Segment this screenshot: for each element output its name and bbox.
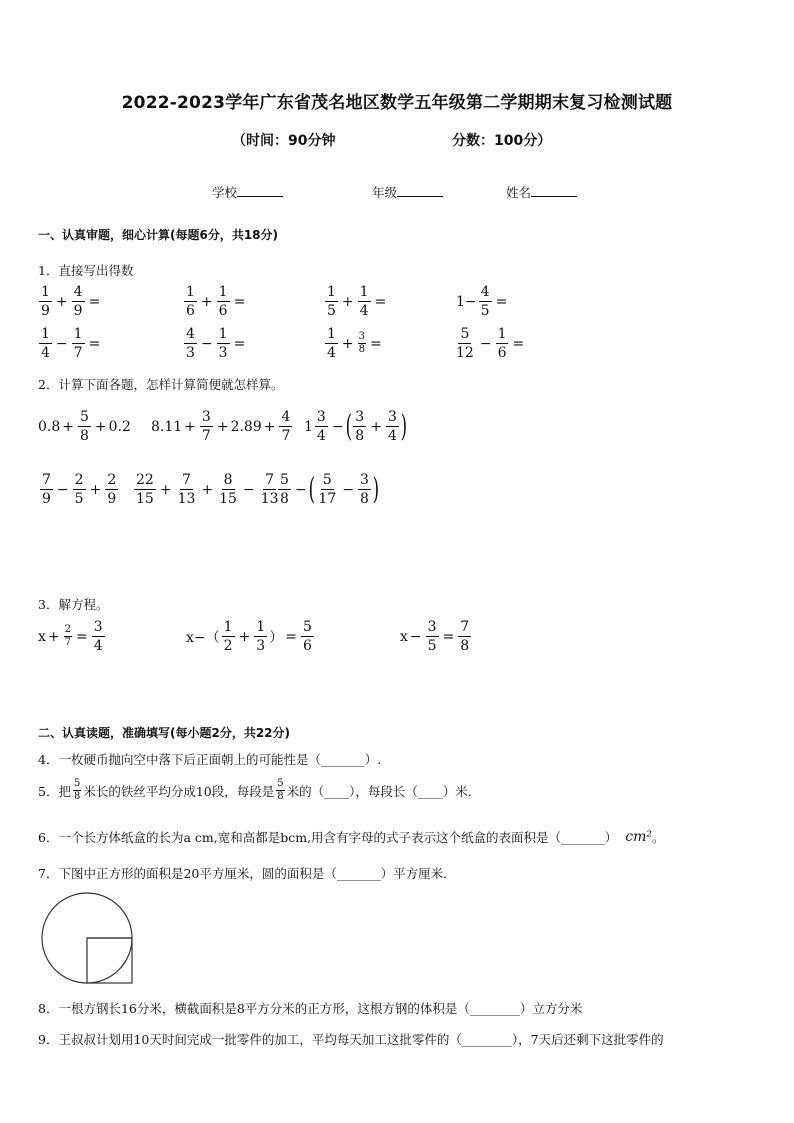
numerator: 1 xyxy=(186,284,195,300)
numerator: 4 xyxy=(480,284,490,300)
name-label: 姓名 xyxy=(506,185,532,200)
numerator: 3 xyxy=(201,409,211,425)
denominator: 4 xyxy=(359,303,369,319)
numerator: 1 xyxy=(327,284,336,300)
denominator: 17 xyxy=(318,491,337,507)
operator: + xyxy=(341,335,354,352)
q3-equation-3 xyxy=(400,620,473,653)
question-2: 2．计算下面各题，怎样计算简便就怎样算。 xyxy=(38,377,284,392)
q1-expr-6 xyxy=(182,327,247,360)
school-label: 学校 xyxy=(212,185,238,200)
numerator: 4 xyxy=(186,326,195,342)
fraction xyxy=(454,327,476,360)
unit-cm2: cm² xyxy=(625,829,653,845)
denominator: 8 xyxy=(277,791,284,802)
question-6: 6．一个长方体纸盒的长为a cm,宽和高都是bcm,用含有字母的式子表示这个纸盒的表面积是（_______） cm² 。 xyxy=(38,829,665,845)
question-3: 3．解方程。 xyxy=(38,597,109,612)
q1-expr-2 xyxy=(182,285,247,318)
operator: + xyxy=(370,418,382,435)
numerator: 1 xyxy=(41,284,50,300)
operator: + xyxy=(201,481,214,498)
operator: + xyxy=(341,293,354,310)
question-9: 9．王叔叔计划用10天时间完成一批零件的加工，平均每天加工这批零件的（________），7天后还剩下这批零件的 xyxy=(38,1032,664,1047)
denominator: 4 xyxy=(316,428,326,444)
math-term: x xyxy=(400,628,408,645)
numerator: 3 xyxy=(316,409,326,425)
numerator: 2 xyxy=(74,472,84,488)
operator: + xyxy=(47,628,60,645)
operator: − xyxy=(200,335,213,352)
math-term: x xyxy=(38,628,46,645)
operator: = xyxy=(495,293,508,310)
numerator: 1 xyxy=(359,284,369,300)
numerator: 7 xyxy=(182,472,191,488)
q2-expr-6 xyxy=(276,473,379,506)
numerator: 7 xyxy=(265,472,275,488)
denominator: 3 xyxy=(218,345,228,361)
numerator: 5 xyxy=(460,326,470,342)
fraction xyxy=(315,410,328,443)
operator: − xyxy=(55,335,68,352)
denominator: 6 xyxy=(302,638,312,654)
fraction xyxy=(358,473,371,506)
math-term: 0.8 xyxy=(38,418,61,435)
q1-expr-8 xyxy=(452,327,526,360)
operator: + xyxy=(200,293,213,310)
grade-blank[interactable] xyxy=(397,183,443,197)
numerator: 3 xyxy=(358,331,366,342)
denominator: 2 xyxy=(223,638,233,654)
operator: = xyxy=(233,335,246,352)
question-8: 8．一根方钢长16分米，横截面积是8平方分米的正方形，这根方钢的体积是（________）立方分米 xyxy=(38,1001,583,1016)
denominator: 4 xyxy=(327,345,336,361)
operator: − xyxy=(479,335,492,352)
denominator: 6 xyxy=(218,303,228,319)
denominator: 13 xyxy=(177,491,196,507)
fraction xyxy=(276,779,284,802)
denominator: 5 xyxy=(74,491,84,507)
operator: = xyxy=(442,628,455,645)
numerator: 3 xyxy=(427,619,437,635)
operator: + xyxy=(55,293,68,310)
operator: − xyxy=(56,481,69,498)
fraction xyxy=(254,620,267,653)
denominator: 7 xyxy=(201,428,211,444)
fraction xyxy=(279,410,292,443)
operator: + xyxy=(238,628,251,645)
operator: − xyxy=(342,481,354,498)
denominator: 9 xyxy=(107,491,117,507)
math-term: 8.11 xyxy=(151,418,183,435)
math-term: 0.2 xyxy=(108,418,131,435)
question-1: 1．直接写出得数 xyxy=(38,263,134,278)
operator: + xyxy=(159,481,172,498)
numerator: 5 xyxy=(302,619,312,635)
denominator: 5 xyxy=(480,303,490,319)
q2-expr-5 xyxy=(132,473,283,506)
numerator: 1 xyxy=(218,326,228,342)
numerator: 3 xyxy=(93,619,103,635)
parenthesis: ( xyxy=(345,408,352,444)
question-7: 7．下图中正方形的面积是20平方厘米，圆的面积是（_______）平方厘米． xyxy=(38,866,456,881)
numerator: 5 xyxy=(277,778,284,789)
section-2-heading: 二、认真读题，准确填写(每小题2分，共22分) xyxy=(38,726,291,740)
numerator: 1 xyxy=(223,619,233,635)
parenthesis: ) xyxy=(372,471,379,507)
q2-expr-4 xyxy=(38,473,120,506)
numerator: 3 xyxy=(355,409,365,425)
numerator: 2 xyxy=(107,472,117,488)
numerator: 1 xyxy=(327,326,336,342)
operator: = xyxy=(76,628,88,645)
numerator: 5 xyxy=(322,472,332,488)
fraction xyxy=(200,410,213,443)
operator: + xyxy=(263,418,276,435)
fraction xyxy=(222,620,235,653)
denominator: 9 xyxy=(73,303,83,319)
q3-equation-1 xyxy=(38,620,107,653)
fraction xyxy=(301,620,314,653)
fraction xyxy=(217,327,230,360)
parenthesis: ) xyxy=(400,408,407,444)
math-term: 1− xyxy=(456,293,477,310)
grade-label: 年级 xyxy=(372,185,398,200)
fraction xyxy=(73,779,81,802)
name-blank[interactable] xyxy=(531,183,577,197)
denominator: 5 xyxy=(327,303,336,319)
numerator: 1 xyxy=(256,619,266,635)
question-4: 4．一枚硬币抛向空中落下后正面朝上的可能性是（_______）. xyxy=(38,752,382,767)
fraction xyxy=(72,327,85,360)
operator: − xyxy=(242,481,255,498)
denominator: 6 xyxy=(186,303,195,319)
q2-expr-2 xyxy=(151,410,294,443)
school-blank[interactable] xyxy=(237,183,283,197)
fraction xyxy=(386,410,399,443)
numerator: 1 xyxy=(218,284,228,300)
numerator: 5 xyxy=(80,409,89,425)
denominator: 6 xyxy=(497,345,507,361)
operator: = xyxy=(233,293,246,310)
fraction xyxy=(39,327,52,360)
denominator: 5 xyxy=(427,638,437,654)
operator: = xyxy=(285,628,297,645)
operator: − xyxy=(294,481,307,498)
section-1-heading: 一、认真审题，细心计算(每题6分，共18分) xyxy=(38,228,279,242)
numerator: 3 xyxy=(359,472,369,488)
denominator: 3 xyxy=(256,638,266,654)
fraction xyxy=(358,332,366,355)
fraction xyxy=(184,327,197,360)
numerator: 7 xyxy=(460,619,470,635)
operator: − xyxy=(331,418,344,435)
operator: = xyxy=(370,335,382,352)
denominator: 8 xyxy=(460,638,470,654)
question-5: 5．把 $\frac{5}{8}$ 米长的铁丝平均分成10段，每段是 $\frac{5}{8}$ 米的（____），每段长（____）米． xyxy=(38,778,481,802)
operator: + xyxy=(216,418,229,435)
math-term: 2.89 xyxy=(230,418,262,435)
fraction xyxy=(325,285,338,318)
fraction xyxy=(479,285,492,318)
fraction xyxy=(325,327,338,360)
denominator: 7 xyxy=(64,637,72,648)
denominator: 8 xyxy=(280,491,289,507)
denominator: 8 xyxy=(358,344,366,355)
denominator: 3 xyxy=(186,345,195,361)
numerator: 4 xyxy=(281,409,291,425)
denominator: 9 xyxy=(42,491,51,507)
q1-expr-4 xyxy=(456,285,509,318)
math-term: ） xyxy=(269,629,284,646)
fraction xyxy=(92,620,105,653)
denominator: 7 xyxy=(73,345,83,361)
operator: + xyxy=(184,418,196,435)
fraction xyxy=(184,285,197,318)
denominator: 12 xyxy=(456,345,474,361)
fraction xyxy=(316,473,338,506)
numerator: 1 xyxy=(73,326,83,342)
numerator: 1 xyxy=(497,326,507,342)
fraction xyxy=(176,473,198,506)
fraction xyxy=(73,473,86,506)
q2-expr-1 xyxy=(38,410,131,443)
denominator: 4 xyxy=(387,428,397,444)
numerator: 4 xyxy=(73,284,83,300)
fraction xyxy=(358,285,371,318)
fraction xyxy=(496,327,509,360)
operator: = xyxy=(88,293,101,310)
score-label: 分数：100分） xyxy=(452,133,552,149)
denominator: 8 xyxy=(80,428,89,444)
square-shape xyxy=(87,938,132,983)
fraction xyxy=(217,473,239,506)
q1-expr-3 xyxy=(323,285,388,318)
numerator: 1 xyxy=(41,326,50,342)
math-term: x−（ xyxy=(186,629,220,646)
denominator: 13 xyxy=(260,491,279,507)
fraction xyxy=(39,285,52,318)
q3-equation-2 xyxy=(186,620,316,653)
denominator: 7 xyxy=(281,428,291,444)
page-title: 2022-2023学年广东省茂名地区数学五年级第二学期期末复习检测试题 xyxy=(121,93,673,113)
numerator: 2 xyxy=(64,624,72,635)
numerator: 22 xyxy=(136,472,154,488)
denominator: 8 xyxy=(73,791,81,802)
denominator: 8 xyxy=(355,428,365,444)
q1-expr-7 xyxy=(323,327,384,360)
numerator: 7 xyxy=(42,472,51,488)
fraction xyxy=(217,285,230,318)
denominator: 4 xyxy=(93,638,103,654)
operator: + xyxy=(94,418,107,435)
numerator: 3 xyxy=(387,409,397,425)
denominator: 8 xyxy=(359,491,369,507)
q2-expr-3 xyxy=(304,410,407,443)
operator: = xyxy=(88,335,101,352)
denominator: 4 xyxy=(41,345,50,361)
fraction xyxy=(105,473,118,506)
numerator: 5 xyxy=(73,778,81,789)
numerator: 8 xyxy=(223,472,233,488)
fraction xyxy=(134,473,156,506)
operator: = xyxy=(374,293,387,310)
denominator: 9 xyxy=(41,303,50,319)
circle-square-figure xyxy=(38,891,138,987)
math-term: 1 xyxy=(304,418,313,435)
numerator: 5 xyxy=(280,472,289,488)
grade-field xyxy=(372,183,443,201)
fraction xyxy=(78,410,91,443)
name-field xyxy=(506,183,577,201)
fraction xyxy=(40,473,53,506)
q1-expr-1 xyxy=(37,285,102,318)
fraction xyxy=(72,285,85,318)
denominator: 15 xyxy=(219,491,237,507)
time-label: （时间：90分钟 xyxy=(232,133,336,149)
operator: = xyxy=(512,335,525,352)
q1-expr-5 xyxy=(37,327,102,360)
fraction xyxy=(353,410,366,443)
fraction xyxy=(426,620,439,653)
fraction xyxy=(278,473,291,506)
parenthesis: ( xyxy=(308,471,315,507)
operator: + xyxy=(62,418,74,435)
school-field xyxy=(212,183,283,201)
fraction xyxy=(458,620,471,653)
operator: + xyxy=(89,481,102,498)
fraction xyxy=(64,625,72,648)
operator: − xyxy=(409,628,422,645)
denominator: 15 xyxy=(136,491,154,507)
